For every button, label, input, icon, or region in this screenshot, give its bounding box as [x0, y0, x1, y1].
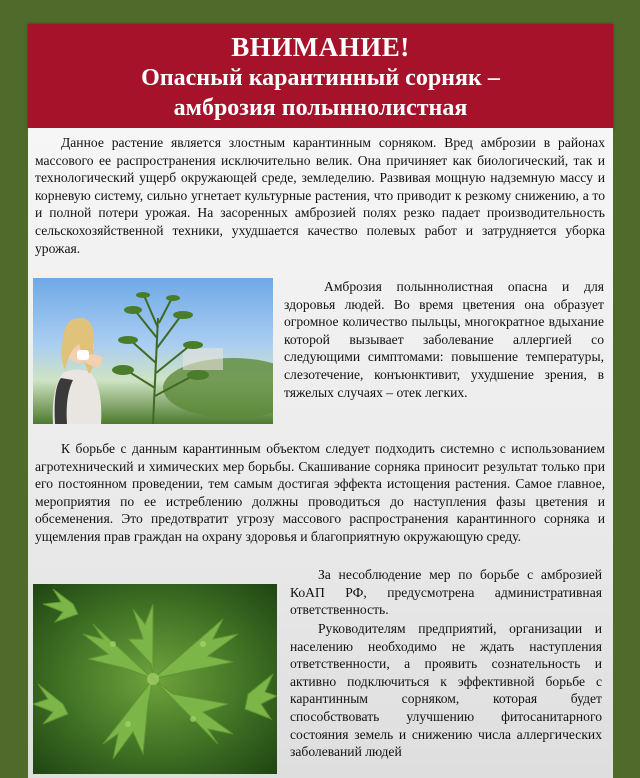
warning-header: [28, 24, 613, 128]
header-title: ВНИМАНИЕ!: [231, 32, 410, 62]
paragraph-harm: Данное растение является злостным карантинным сорняком. Вред амброзии в районах массового ее распространения исключительно велик. Она причиняет как биологический, так и технологический ущерб окружающей среде, земледелию. Развивая мощную надземную массу и корневую систему, сильно угнетает культурные растения, что приводит к резкому снижению, а то и полной потери урожая. На засоренных амброзией полях резко падает производительность сельскохозяйственной техники, ухудшается качество полевых работ и затрудняется уборка урожая.: [35, 135, 605, 256]
ragweed-leaves-photo: [33, 584, 277, 774]
paragraph-health: Амброзия полыннолистная опасна и для здоровья людей. Во время цветения она образует огромное количество пыльцы, многократное вдыхание которой вызывает заболевание аллергией со следующими симптомами: повышение температуры, слезотечение, конъюнктивит, ухудшение зрения, в тяжелых случаях – отек легких.: [284, 279, 604, 400]
woman-sneezing-photo: [33, 278, 273, 424]
content-panel: [28, 128, 613, 778]
header-subtitle-line2: амброзия полыннолистная: [173, 95, 468, 121]
paragraph-liability: За несоблюдение мер по борьбе с амброзией КоАП РФ, предусмотрена административная ответственность.: [290, 567, 602, 618]
paragraph-control: К борьбе с данным карантинным объектом следует подходить системно с использованием агротехнический и химических мер борьбы. Скашивание сорняка приносит результат только при его постоянном проведении, тем самым достигая эффекта истощения растения. Самое главное, мероприятия по ее истреблению должны проводиться до наступления фазы цветения и обсеменения. Это предотвратит угрозу массового распространения карантинного сорняка и ущемления прав граждан на охрану здоровья и благоприятную окружающую среду.: [35, 441, 605, 544]
header-subtitle-line1: Опасный карантинный сорняк –: [141, 65, 500, 91]
paragraph-appeal: Руководителям предприятий, организации и населению необходимо не ждать наступления ответственности, а проявить сознательность и активно подключиться к эффективной борьбе с карантинным сорняком, которая будет способствовать улучшению фитосанитарного состояния земель и снижению числа аллергических заболеваний людей: [290, 621, 602, 760]
